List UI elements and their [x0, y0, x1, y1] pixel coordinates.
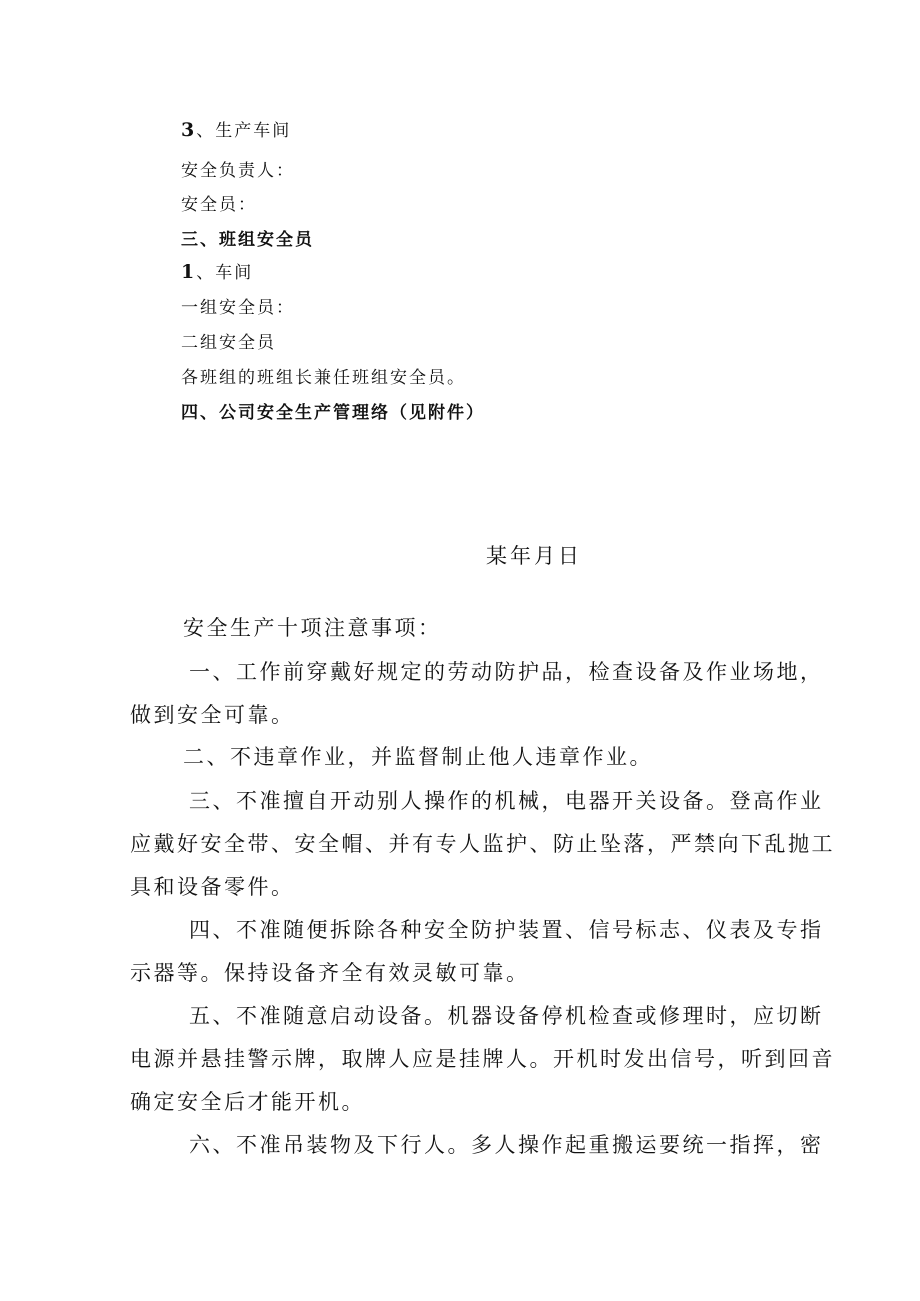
workshop-heading	[181, 116, 291, 141]
group1-officer: 一组安全员：	[181, 298, 295, 318]
notice-item1-line1: 一、工作前穿戴好规定的劳动防护品，检查设备及作业场地，	[189, 660, 824, 684]
notice-item5-line2: 电源并悬挂警示牌，取牌人应是挂牌人。开机时发出信号，听到回音	[130, 1047, 835, 1071]
section-three-sub-text: 、车间	[196, 263, 254, 283]
notice-item6-line1: 六、不准吊装物及下行人。多人操作起重搬运要统一指挥，密	[189, 1133, 824, 1157]
workshop-responsible: 安全负责人：	[181, 161, 295, 181]
document-date: 某年月日	[486, 544, 582, 568]
notice-item2-line1: 二、不违章作业，并监督制止他人违章作业。	[183, 745, 653, 769]
group2-officer: 二组安全员	[181, 333, 276, 353]
workshop-heading-number: 3	[181, 119, 197, 141]
workshop-officer: 安全员：	[181, 195, 257, 215]
notice-item3-line3: 具和设备零件。	[130, 875, 295, 899]
notice-item4-line2: 示器等。保持设备齐全有效灵敏可靠。	[130, 961, 530, 985]
notice-item5-line1: 五、不准随意启动设备。机器设备停机检查或修理时，应切断	[189, 1004, 824, 1028]
notice-item3-line2: 应戴好安全带、安全帽、并有专人监护、防止坠落，严禁向下乱抛工	[130, 832, 835, 856]
notice-item1-line2: 做到安全可靠。	[130, 703, 295, 727]
workshop-heading-text: 、生产车间	[196, 121, 292, 141]
notice-title: 安全生产十项注意事项：	[183, 616, 442, 640]
notice-item5-line3: 确定安全后才能开机。	[130, 1090, 365, 1114]
section-three-sub-number: 1	[181, 261, 197, 283]
section-four-title: 四、公司安全生产管理络（见附件）	[181, 403, 485, 423]
group-leader-note: 各班组的班组长兼任班组安全员。	[181, 368, 466, 388]
section-three-subheading	[181, 258, 253, 283]
notice-item3-line1: 三、不准擅自开动别人操作的机械，电器开关设备。登高作业	[189, 789, 824, 813]
notice-item4-line1: 四、不准随便拆除各种安全防护装置、信号标志、仪表及专指	[189, 918, 824, 942]
section-three-title: 三、班组安全员	[181, 230, 314, 250]
